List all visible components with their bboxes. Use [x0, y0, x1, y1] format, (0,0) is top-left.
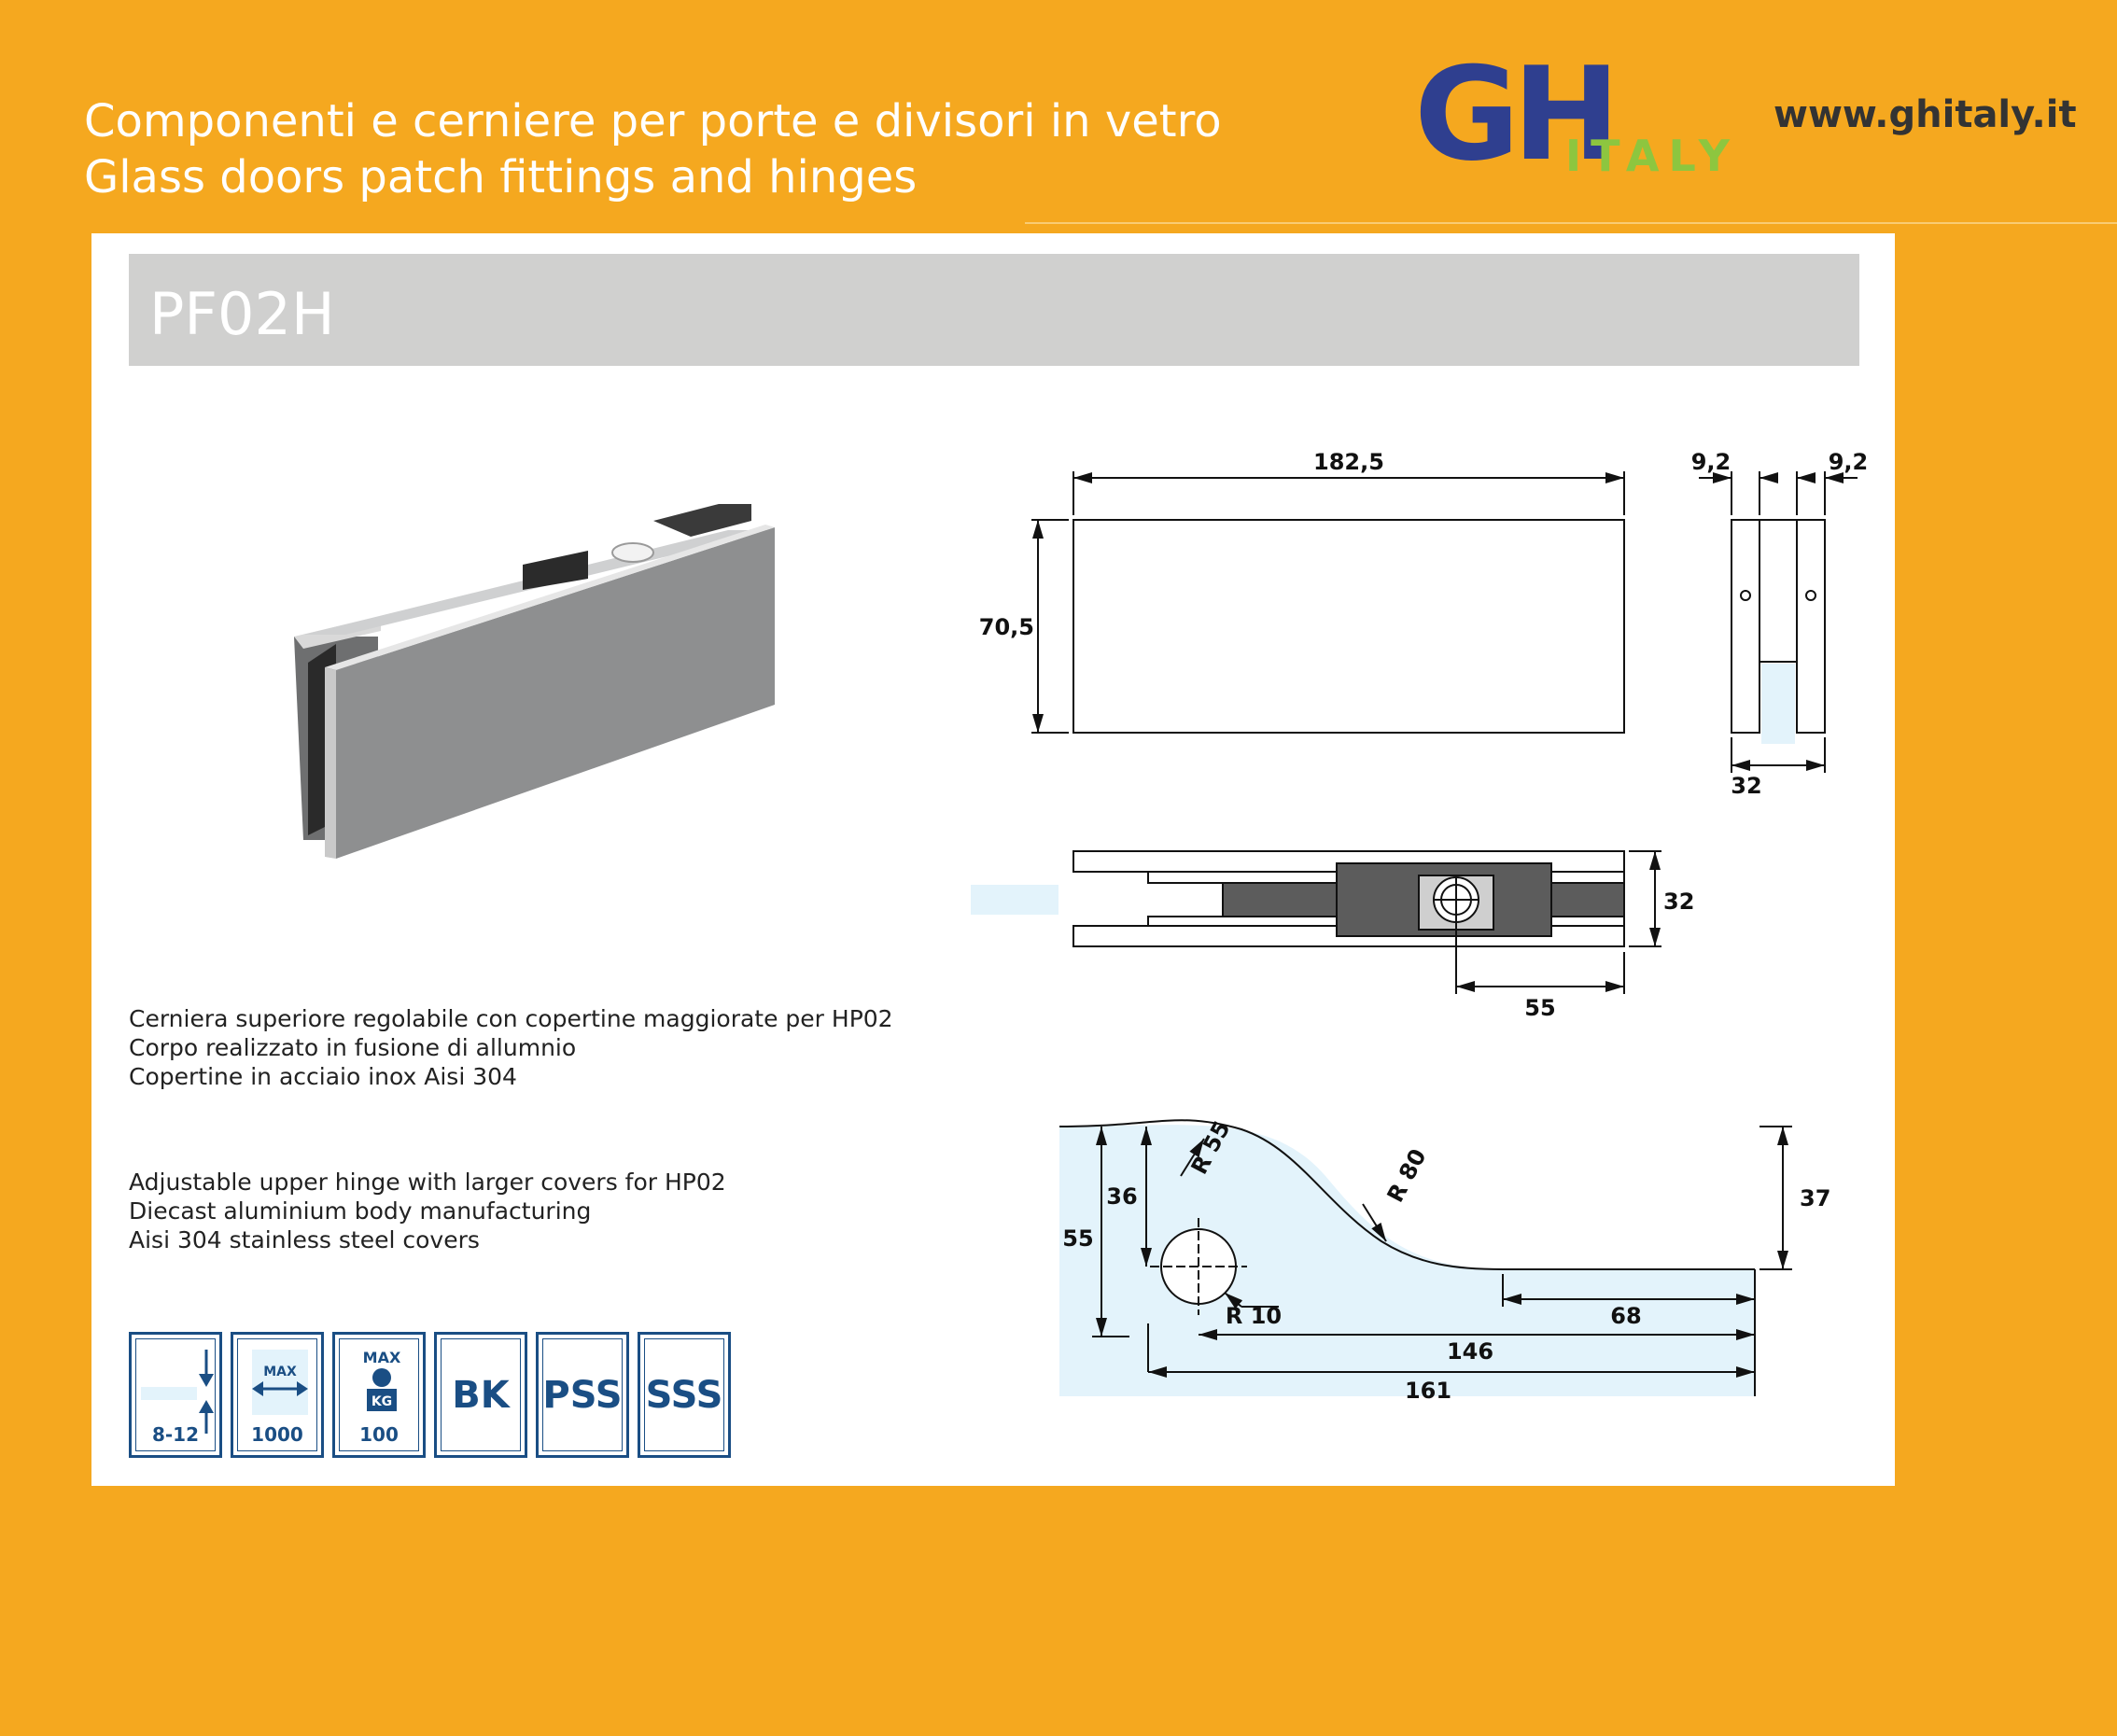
finish-sss-box[interactable]	[638, 1332, 731, 1458]
product-code-bar	[129, 254, 1859, 366]
dim-side-left: 9,2	[1690, 449, 1731, 475]
dim-profile-161: 161	[1404, 1378, 1452, 1404]
finish-bk-label: BK	[452, 1374, 510, 1417]
header-title-english: Glass doors patch fittings and hinges	[84, 151, 918, 203]
logo-italy-text: ITALY	[1565, 131, 1739, 177]
description-en-line-3: Aisi 304 stainless steel covers	[129, 1226, 480, 1253]
description-italian	[129, 1004, 893, 1091]
finish-sss-label: SSS	[645, 1374, 723, 1417]
technical-drawing	[971, 429, 1904, 1419]
dim-side-width: 32	[1731, 773, 1762, 799]
dim-profile-68: 68	[1610, 1303, 1642, 1329]
max-width-value: 1000	[251, 1423, 303, 1446]
logo-gh-text: GH	[1414, 51, 1613, 177]
glass-thickness-value: 8-12	[151, 1423, 200, 1446]
max-width-label: MAX	[263, 1365, 297, 1379]
description-en-line-2: Diecast aluminium body manufacturing	[129, 1197, 592, 1225]
header-divider	[1025, 222, 2117, 224]
description-it-line-1: Cerniera superiore regolabile con copertine maggiorate per HP02	[129, 1005, 893, 1032]
front-view	[1031, 471, 1624, 733]
dim-profile-55: 55	[1062, 1225, 1094, 1252]
dim-side-right: 9,2	[1828, 449, 1869, 475]
top-view	[971, 851, 1661, 994]
header-title-italian: Componenti e cerniere per porte e divisori in vetro	[84, 95, 1222, 147]
dim-profile-r10: R 10	[1225, 1303, 1283, 1329]
description-en-line-1: Adjustable upper hinge with larger covers for HP02	[129, 1169, 726, 1196]
glass-thickness-box	[129, 1332, 222, 1458]
dim-profile-r80: R 80	[1381, 1144, 1432, 1207]
max-width-box	[231, 1332, 324, 1458]
side-view	[1699, 471, 1858, 773]
website-link[interactable]: www.ghitaly.it	[1774, 93, 2077, 136]
max-weight-box	[332, 1332, 426, 1458]
max-weight-icon	[341, 1340, 423, 1424]
max-weight-label: MAX	[362, 1349, 401, 1366]
dim-profile-37: 37	[1800, 1185, 1831, 1211]
dim-profile-146: 146	[1446, 1338, 1494, 1365]
dim-front-width: 182,5	[1313, 449, 1384, 475]
max-weight-value: 100	[359, 1423, 399, 1446]
max-width-icon	[239, 1340, 321, 1424]
dim-profile-r55: R 55	[1185, 1116, 1236, 1179]
product-code: PF02H	[149, 280, 335, 348]
dim-top-offset: 55	[1524, 995, 1556, 1021]
finish-pss-label: PSS	[542, 1374, 623, 1417]
dim-profile-36: 36	[1106, 1183, 1138, 1210]
description-it-line-3: Copertine in acciaio inox Aisi 304	[129, 1063, 517, 1090]
dim-front-height: 70,5	[978, 614, 1034, 640]
product-illustration	[280, 485, 784, 877]
weight-unit-label: KG	[371, 1394, 393, 1409]
finish-pss-box[interactable]	[536, 1332, 629, 1458]
finish-bk-box[interactable]	[434, 1332, 527, 1458]
dim-top-height: 32	[1663, 889, 1695, 915]
spec-icons-row	[129, 1332, 740, 1463]
description-english	[129, 1168, 726, 1254]
gh-italy-logo[interactable]	[1414, 51, 1755, 177]
description-it-line-2: Corpo realizzato in fusione di allumnio	[129, 1034, 577, 1061]
